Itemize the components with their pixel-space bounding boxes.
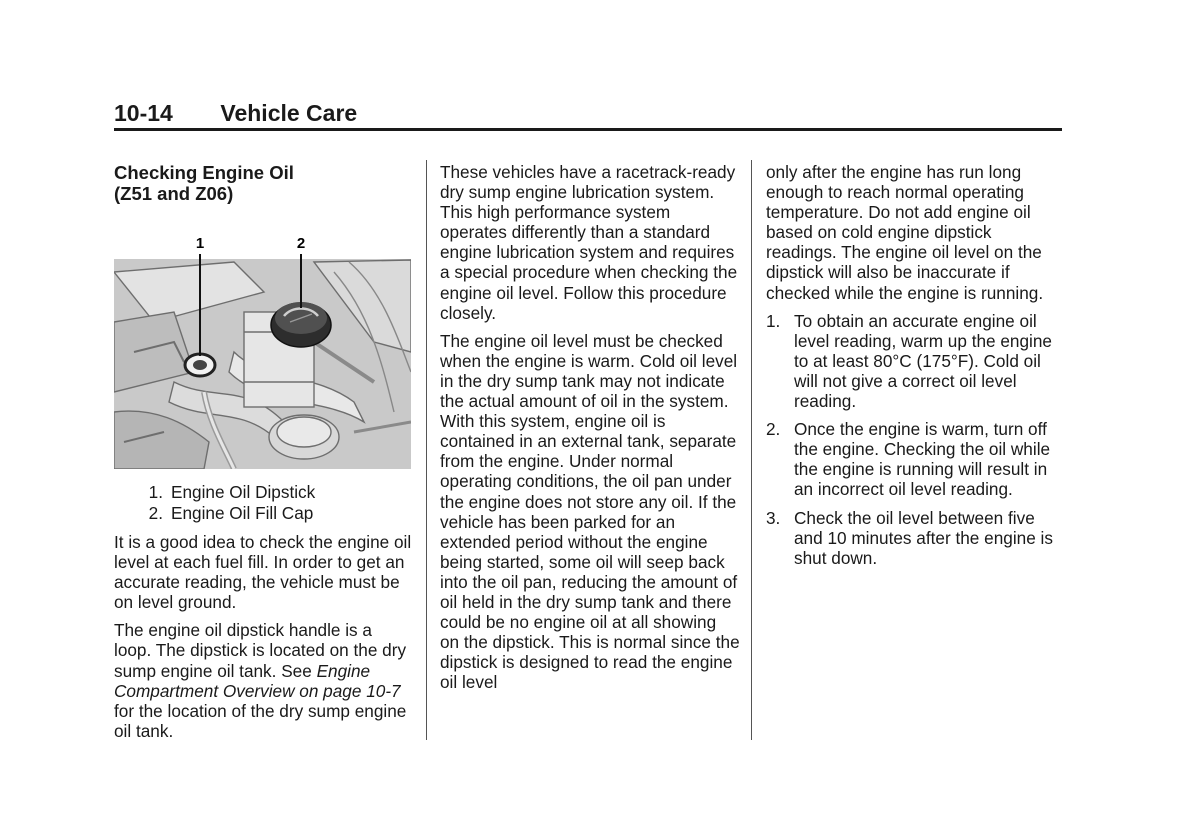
caption-number: 1. xyxy=(148,482,163,502)
step-text: Check the oil level between five and 10 minutes after the engine is shut down. xyxy=(794,507,1053,568)
section-heading xyxy=(114,162,414,204)
paragraph: These vehicles have a racetrack-ready dry sump engine lubrication system. This high performance system operates differently than a standard engine lubrication system and requires a special procedure when checking the engine oil level. Follow this procedure closely. xyxy=(440,162,738,323)
column-1-heading xyxy=(114,162,414,204)
caption-text: Engine Oil Fill Cap xyxy=(171,503,314,523)
figure-captions xyxy=(114,482,414,524)
column-1-body xyxy=(114,532,414,749)
procedure-steps xyxy=(766,311,1066,568)
cross-reference-link[interactable]: Engine Compartment Overview on page 10-7 xyxy=(114,660,401,701)
caption-text: Engine Oil Dipstick xyxy=(171,482,316,502)
page-header xyxy=(114,100,357,127)
paragraph-text: for the location of the dry sump engine oil tank. xyxy=(114,700,407,741)
column-2 xyxy=(440,162,740,700)
callout-2-label: 2 xyxy=(296,235,306,252)
engine-oil-illustration xyxy=(114,232,411,470)
heading-line-2: (Z51 and Z06) xyxy=(114,183,234,204)
column-divider-2 xyxy=(751,160,752,740)
header-rule xyxy=(114,128,1062,131)
heading-line-1: Checking Engine Oil xyxy=(114,162,294,183)
step-text: Once the engine is warm, turn off the engine. Checking the oil while the engine is running will result in an incorrect oil level reading. xyxy=(794,419,1051,500)
column-3 xyxy=(766,162,1066,576)
step-item xyxy=(766,311,1066,411)
page-number: 10-14 xyxy=(114,100,173,126)
callout-1-label: 1 xyxy=(195,235,205,252)
oil-fill-cap xyxy=(271,302,331,347)
paragraph: only after the engine has run long enough to reach normal operating temperature. Do not add engine oil based on cold engine dipstick readings. The engine oil level on the dipstick will also be inaccurate if checked while the engine is running. xyxy=(766,162,1044,303)
caption-item xyxy=(114,482,414,503)
caption-number: 2. xyxy=(148,503,163,523)
step-number: 2. xyxy=(766,419,781,440)
paragraph xyxy=(114,620,414,741)
caption-item xyxy=(114,503,414,524)
step-text: To obtain an accurate engine oil level reading, warm up the engine to at least 80°C (175°F). Cold oil will not give a correct oil level reading. xyxy=(794,310,1052,412)
column-divider-1 xyxy=(426,160,427,740)
engine-bay-drawing xyxy=(114,232,411,470)
section-title: Vehicle Care xyxy=(220,100,358,126)
step-number: 3. xyxy=(766,507,781,528)
paragraph: It is a good idea to check the engine oil level at each fuel fill. In order to get an accurate reading, the vehicle must be on level ground. xyxy=(114,532,412,613)
step-item xyxy=(766,419,1066,499)
paragraph: The engine oil level must be checked when the engine is warm. Cold oil level in the dry sump tank may not indicate the actual amount of oil in the system. With this system, engine oil is contained in an external tank, separate from the engine. Under normal operating conditions, the oil pan under the engine does not store any oil. If the vehicle has been parked for an extended period without the engine being started, some oil will seep back into the oil pan, reducing the amount of oil held in the dry sump tank and there could be no engine oil at all showing on the dipstick. This is normal since the dipstick is designed to read the engine oil level xyxy=(440,330,740,693)
step-number: 1. xyxy=(766,310,781,331)
step-item xyxy=(766,508,1066,568)
paragraph-text: The engine oil dipstick handle is a loop. The dipstick is located on the dry sump engine oil tank. See xyxy=(114,620,407,681)
